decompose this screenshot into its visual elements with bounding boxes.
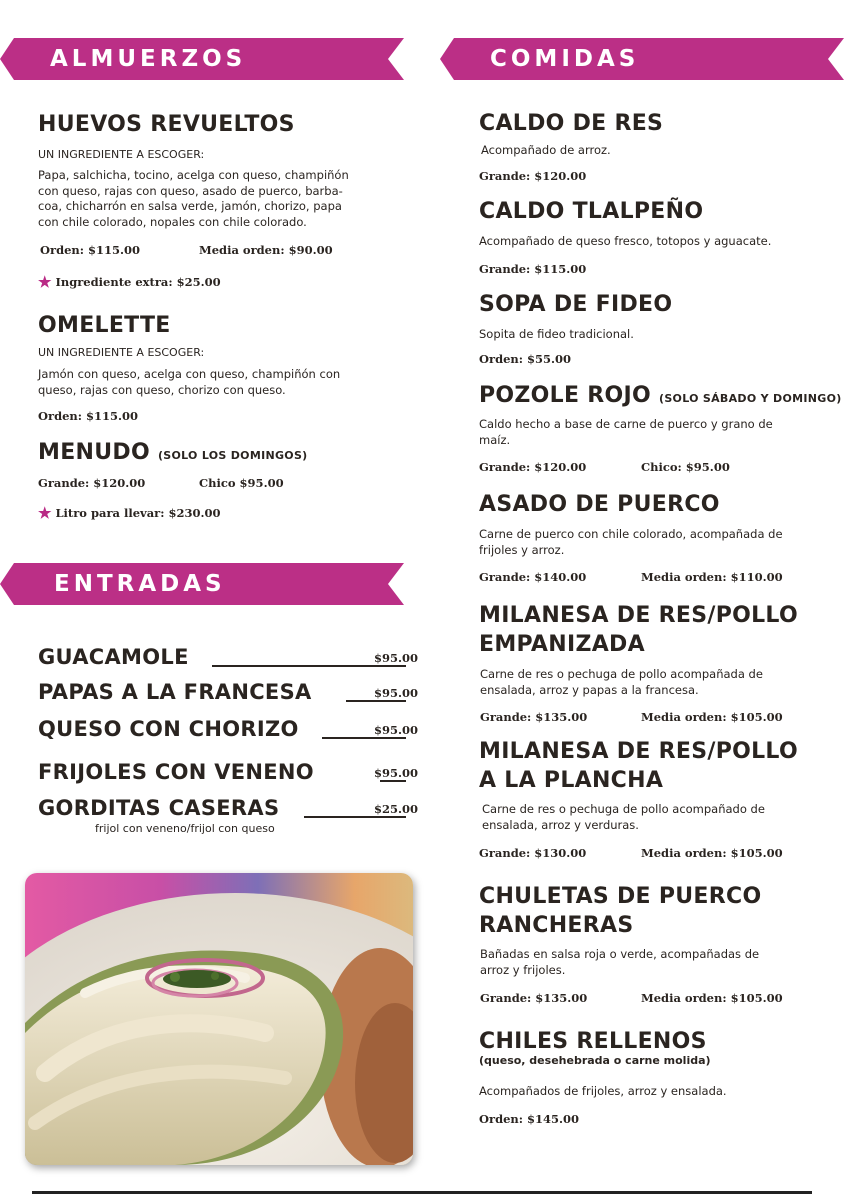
entrada-name: GUACAMOLE xyxy=(38,645,189,669)
chuletas-desc: Bañadas en salsa roja o verde, acompañadas de arroz y frijoles. xyxy=(480,947,760,977)
chuletas-title: CHULETAS DE PUERCO RANCHERAS xyxy=(479,884,762,938)
entrada-name: GORDITAS CASERAS xyxy=(38,796,280,820)
menudo-price-chico: Chico $95.00 xyxy=(199,476,284,490)
entrada-item-guacamole xyxy=(38,645,418,671)
entrada-item-gorditas xyxy=(38,796,418,822)
milanesa-plancha-title: MILANESA DE RES/POLLO A LA PLANCHA xyxy=(479,739,798,793)
leader-line xyxy=(212,665,406,667)
omelette-price: Orden: $115.00 xyxy=(38,409,139,423)
pozole-price-chico: Chico: $95.00 xyxy=(641,460,730,474)
entrada-item-frijoles xyxy=(38,760,418,786)
entradas-heading: ENTRADAS xyxy=(54,571,226,597)
milanesa-empanizada-price-media: Media orden: $105.00 xyxy=(641,710,783,724)
pozole-title: POZOLE ROJO (SOLO SÁBADO Y DOMINGO) xyxy=(479,383,842,408)
asado-price-media: Media orden: $110.00 xyxy=(641,570,783,584)
entrada-price: $95.00 xyxy=(373,686,418,700)
omelette-title: OMELETTE xyxy=(38,313,171,338)
chiles-note: (queso, desehebrada o carne molida) xyxy=(479,1054,711,1067)
huevos-extra: ★ Ingrediente extra: $25.00 xyxy=(38,273,221,291)
asado-desc: Carne de puerco con chile colorado, acompañada de frijoles y arroz. xyxy=(479,527,783,557)
enchiladas-photo xyxy=(25,873,413,1165)
entrada-name: FRIJOLES CON VENENO xyxy=(38,760,314,784)
milanesa-plancha-price-media: Media orden: $105.00 xyxy=(641,846,783,860)
leader-line xyxy=(346,700,406,702)
entrada-price: $95.00 xyxy=(373,723,418,737)
omelette-desc: Jamón con queso, acelga con queso, champiñón con queso, rajas con queso, chorizo con queso. xyxy=(38,367,341,397)
sopa-fideo-price: Orden: $55.00 xyxy=(479,352,572,366)
sopa-fideo-desc: Sopita de fideo tradicional. xyxy=(479,327,634,341)
caldo-tlalpeno-desc: Acompañado de queso fresco, totopos y aguacate. xyxy=(479,234,772,248)
milanesa-plancha-desc: Carne de res o pechuga de pollo acompañado de ensalada, arroz y verduras. xyxy=(482,802,765,832)
entrada-item-queso xyxy=(38,717,418,743)
milanesa-plancha-price-grande: Grande: $130.00 xyxy=(479,846,587,860)
entrada-name: PAPAS A LA FRANCESA xyxy=(38,680,312,704)
enchiladas-image xyxy=(25,873,413,1165)
caldo-res-title: CALDO DE RES xyxy=(479,111,664,136)
huevos-price-media: Media orden: $90.00 xyxy=(199,243,333,257)
chuletas-price-grande: Grande: $135.00 xyxy=(480,991,588,1005)
menudo-price-grande: Grande: $120.00 xyxy=(38,476,146,490)
leader-line xyxy=(304,816,406,818)
huevos-sub: UN INGREDIENTE A ESCOGER: xyxy=(38,148,205,161)
chiles-desc: Acompañados de frijoles, arroz y ensalada. xyxy=(479,1084,727,1098)
asado-title: ASADO DE PUERCO xyxy=(479,492,720,517)
milanesa-empanizada-price-grande: Grande: $135.00 xyxy=(480,710,588,724)
pozole-price-grande: Grande: $120.00 xyxy=(479,460,587,474)
sopa-fideo-title: SOPA DE FIDEO xyxy=(479,292,673,317)
chuletas-price-media: Media orden: $105.00 xyxy=(641,991,783,1005)
menudo-title: MENUDO (SOLO LOS DOMINGOS) xyxy=(38,440,308,465)
huevos-desc: Papa, salchicha, tocino, acelga con queso, champiñón con queso, rajas con queso, asado de puerco, barba- coa, chicharrón en salsa verde, jamón, chorizo, papa con chile colorado, nopales con chile colorado. xyxy=(38,168,349,229)
menudo-extra: ★ Litro para llevar: $230.00 xyxy=(38,504,221,522)
huevos-title: HUEVOS REVUELTOS xyxy=(38,112,295,137)
entradas-banner xyxy=(0,563,404,605)
entrada-price: $95.00 xyxy=(373,651,418,665)
comidas-banner xyxy=(440,38,844,80)
entrada-item-papas xyxy=(38,680,418,706)
almuerzos-banner xyxy=(0,38,404,80)
caldo-res-desc: Acompañado de arroz. xyxy=(481,143,611,157)
milanesa-empanizada-title: MILANESA DE RES/POLLO EMPANIZADA xyxy=(479,603,798,657)
leader-line xyxy=(380,780,406,782)
bottom-rule xyxy=(32,1191,812,1194)
leader-line xyxy=(322,737,406,739)
caldo-res-price: Grande: $120.00 xyxy=(479,169,587,183)
omelette-sub: UN INGREDIENTE A ESCOGER: xyxy=(38,346,205,359)
pozole-desc: Caldo hecho a base de carne de puerco y grano de maíz. xyxy=(479,417,773,447)
entrada-name: QUESO CON CHORIZO xyxy=(38,717,299,741)
pozole-note: (SOLO SÁBADO Y DOMINGO) xyxy=(659,392,842,405)
gorditas-note: frijol con veneno/frijol con queso xyxy=(95,822,275,835)
chiles-title: CHILES RELLENOS xyxy=(479,1029,707,1054)
milanesa-empanizada-desc: Carne de res o pechuga de pollo acompañada de ensalada, arroz y papas a la francesa. xyxy=(480,667,763,697)
entrada-price: $95.00 xyxy=(373,766,418,780)
huevos-price-orden: Orden: $115.00 xyxy=(40,243,141,257)
caldo-tlalpeno-price: Grande: $115.00 xyxy=(479,262,587,276)
menudo-note: (SOLO LOS DOMINGOS) xyxy=(157,449,308,462)
comidas-heading: COMIDAS xyxy=(490,46,640,72)
star-icon: ★ xyxy=(38,273,52,291)
almuerzos-heading: ALMUERZOS xyxy=(50,46,247,72)
star-icon: ★ xyxy=(38,504,52,522)
entrada-price: $25.00 xyxy=(373,802,418,816)
caldo-tlalpeno-title: CALDO TLALPEÑO xyxy=(479,199,704,224)
asado-price-grande: Grande: $140.00 xyxy=(479,570,587,584)
chiles-price: Orden: $145.00 xyxy=(479,1112,580,1126)
